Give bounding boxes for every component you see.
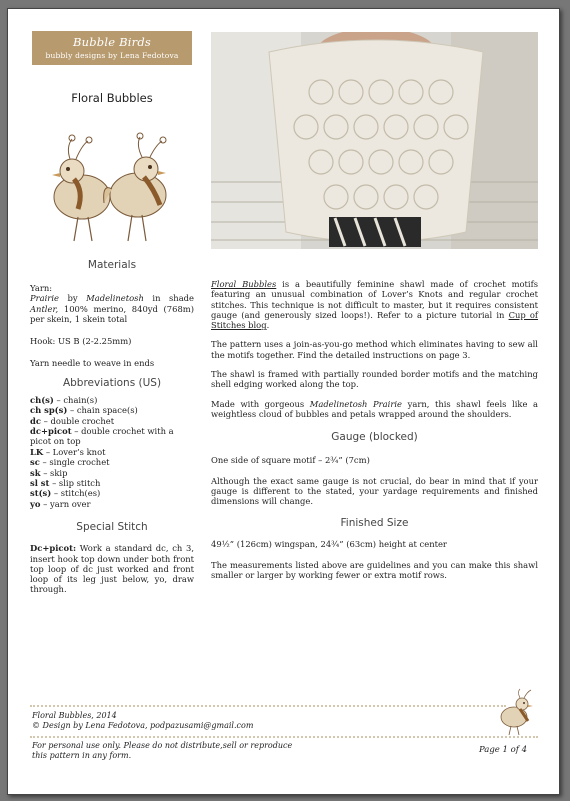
yarn-needle: Yarn needle to weave in ends	[30, 358, 155, 369]
intro-paragraph-1: Floral Bubbles is a beautifully feminine shawl made of crochet motifs featuring an unusual combination of Lover’s Knots and regular crochet stitches. This technique is not difficult to master, but it requires consistent gauge (and generously sized loops!). Refer to a picture tutorial in Cup of Stitches blog.	[211, 279, 539, 331]
list-item: dc+picot – double crochet with a picot on top	[30, 426, 174, 447]
list-item: sl st – slip stitch	[30, 478, 101, 489]
list-item: ch sp(s) – chain space(s)	[30, 405, 138, 416]
gauge-line: One side of square motif – 2¾” (7cm)	[211, 455, 370, 466]
yarn-by: by	[67, 293, 78, 304]
page-number: Page 1 of 4	[478, 745, 527, 755]
footer-credits	[32, 711, 253, 731]
list-item: LK – Lover’s knot	[30, 446, 106, 457]
intro-p1-text: is a beautifully feminine shawl made of crochet motifs featuring an unusual combination of Lover’s Knots and regular crochet stitches. This technique is not difficult to master, but it requires consistent gauge (and generously sized loops!). Refer to a picture tutorial in	[211, 279, 538, 320]
list-item: ch(s) – chain(s)	[30, 394, 98, 405]
footer-divider-top	[30, 705, 506, 707]
tutorial-link[interactable]: Cup of Stitches blog	[211, 309, 539, 331]
finished-size-note: The measurements listed above are guidelines and you can make this shawl smaller or larger by working fewer or extra motif rows.	[211, 559, 538, 581]
materials-heading: Materials	[87, 259, 137, 271]
list-item: sk – skip	[30, 467, 68, 478]
footer-usage-note: For personal use only. Please do not distribute,sell or reproduce this pattern in any form.	[32, 741, 293, 760]
right-column	[211, 279, 538, 580]
footer-divider-bottom	[30, 736, 538, 738]
yarn-brand: Prairie	[30, 293, 59, 304]
brand-banner	[32, 31, 192, 65]
pattern-page	[7, 8, 560, 795]
yarn-rest: 100% merino, 840yd (768m) per skein, 1 skein total	[30, 303, 194, 324]
finished-size-line: 49½” (126cm) wingspan, 24¾” (63cm) height at center	[211, 539, 447, 550]
special-stitch-name: Dc+picot:	[30, 543, 77, 554]
yarn-name: Madelinetosh Prairie	[309, 398, 402, 409]
intro-paragraph-4: Made with gorgeous Madelinetosh Prairie yarn, this shawl feels like a weightless cloud of bubbles and petals wrapped around the shoulders.	[211, 398, 539, 419]
pattern-title: Floral Bubbles	[71, 91, 153, 105]
brand-name: Bubble Birds	[72, 35, 151, 49]
footer-title-year: Floral Bubbles, 2014	[32, 711, 117, 720]
list-item: sc – single crochet	[30, 457, 110, 468]
intro-paragraph-3: The shawl is framed with partially rounded border motifs and the matching shell edging worked along the top.	[211, 369, 538, 390]
shawl-photo-art	[211, 32, 538, 249]
yarn-label: Yarn:	[30, 283, 53, 293]
special-stitch-text	[30, 543, 194, 594]
left-column	[30, 259, 194, 595]
shawl-photo	[211, 32, 538, 249]
hook-size: Hook: US B (2-2.25mm)	[30, 336, 132, 347]
footer-copyright: © Design by Lena Fedotova, podpazusami@gmail.com	[32, 721, 254, 730]
yarn-description	[30, 293, 194, 324]
birds-illustration	[42, 129, 180, 254]
yarn-shade: Antler,	[30, 303, 59, 314]
special-stitch-instructions: Work a standard dc, ch 3, insert hook top down under both front top loop of dc just worked and front loop of its leg just below, yo, draw through.	[30, 543, 194, 595]
yarn-in: in shade	[152, 293, 194, 304]
intro-pattern-name: Floral Bubbles	[211, 279, 277, 289]
intro-paragraph-2: The pattern uses a join-as-you-go method which eliminates having to sew all the motifs together. Find the detailed instructions on page 3.	[211, 339, 538, 360]
special-stitch-heading: Special Stitch	[76, 521, 148, 534]
list-item: st(s) – stitch(es)	[30, 488, 101, 499]
gauge-heading: Gauge (blocked)	[331, 431, 418, 444]
list-item: yo – yarn over	[30, 498, 91, 509]
bird-logo-icon	[494, 687, 538, 737]
gauge-note: Although the exact same gauge is not crucial, do bear in mind that if your gauge is different to the stated, your yardage requirements and finished dimensions will change.	[211, 475, 538, 507]
abbreviations-list	[30, 395, 194, 509]
brand-tagline: bubbly designs by Lena Fedotova	[45, 51, 179, 60]
abbreviations-heading: Abbreviations (US)	[62, 376, 162, 389]
yarn-maker: Madelinetosh	[86, 293, 144, 304]
list-item: dc – double crochet	[30, 415, 115, 426]
finished-size-heading: Finished Size	[340, 517, 409, 530]
